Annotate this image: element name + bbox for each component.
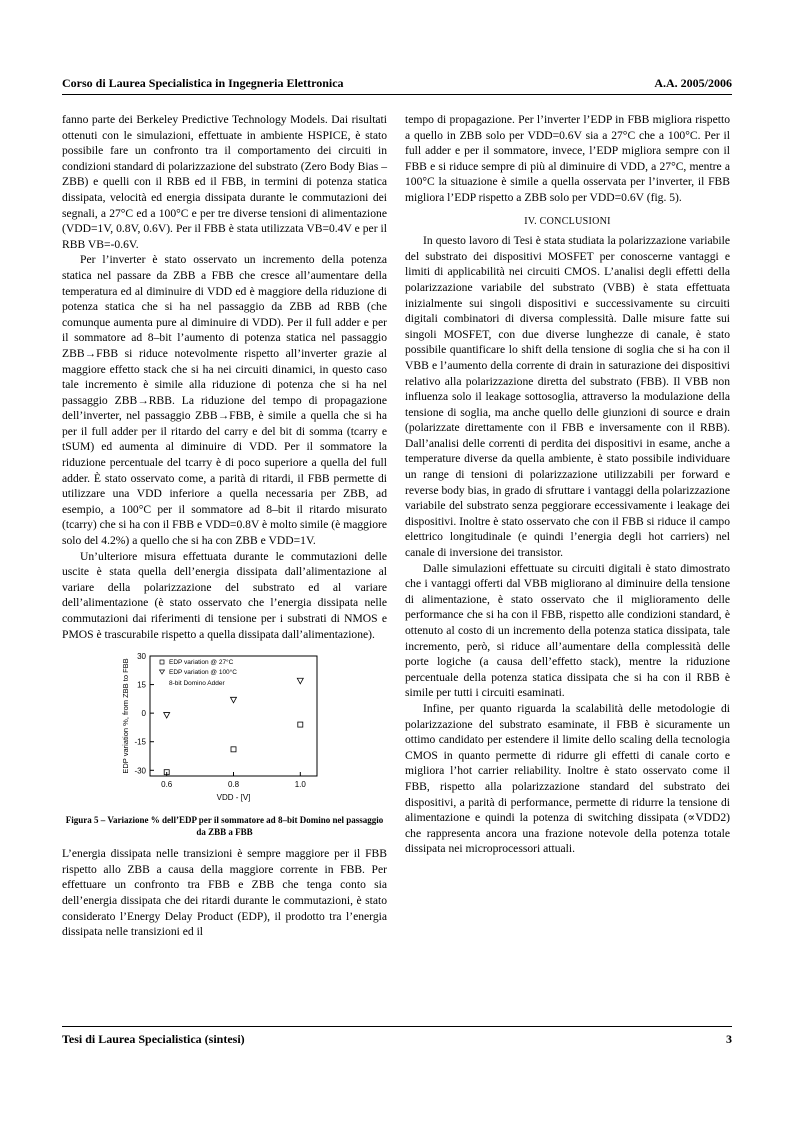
x-tick-label: 1.0	[294, 780, 306, 790]
right-column	[405, 112, 730, 857]
data-point-100c	[164, 713, 170, 719]
y-tick-label: -30	[134, 766, 146, 776]
legend-marker-100c	[160, 670, 165, 674]
right-paragraph-3: Dalle simulazioni effettuate su circuiti digitali è stato dimostrato che i vantaggi offerti dal VBB migliorano al diminuire della tensione di alimentazione, è stato osservato che il miglioramento delle performance che si ha con il FBB, rispetto alle condizioni standard, è ottenuto al costo di un incremento della potenza statica dissipata, tale incremento, però, si riduce all’aumentare della complessità delle porte logiche (a causa dell’effetto stack), mentre la riduzione percentuale della potenza statica dissipata che si ha con il RBB è simile per tutti i circuiti esaminati.	[405, 561, 730, 700]
right-paragraph-1: tempo di propagazione. Per l’inverter l’EDP in FBB migliora rispetto a quello in ZBB solo per VDD=0.6V sia a 27°C che a 100°C. Per il full adder e per il sommatore, invece, l’EDP migliora sempre con il FBB e si riduce sempre di più al diminuire di VDD, a 27°C, mentre a 100°C la situazione è simile a quella osservata per l’inverter, il FBB migliora l’EDP rispetto a ZBB solo per VDD=0.6V (fig. 5).	[405, 113, 730, 204]
y-tick-label: 30	[137, 652, 146, 662]
page-number: 3	[726, 1032, 732, 1046]
y-tick-label: 0	[141, 709, 146, 719]
running-footer	[62, 1032, 732, 1047]
legend-entry: EDP variation @ 27°C	[169, 659, 234, 667]
legend-entry: EDP variation @ 100°C	[169, 669, 237, 677]
data-point-27c	[298, 722, 303, 727]
y-axis-label: EDP variation %, from ZBB to FBB	[121, 658, 130, 774]
footer-title: Tesi di Laurea Specialistica (sintesi)	[62, 1032, 245, 1046]
x-tick-label: 0.6	[161, 780, 173, 790]
header-year: A.A. 2005/2006	[654, 76, 732, 90]
x-tick-label: 0.8	[227, 780, 240, 790]
left-paragraph-2: Per l’inverter è stato osservato un incremento della potenza statica nel passare da ZBB a FBB che cresce all’aumentare della temperatura ed al diminuire di VDD ed è maggiore della riduzione di potenza statica che si ha nel passaggio da ZBB ad RBB (che comunque aumenta pure al diminuire di VDD). Per il full adder e per il sommatore ad 8–bit l’aumento di potenza statica nel passaggio ZBB→FBB si riduce notevolmente rispetto all’inverter grazie al maggiore effetto stack che si ha nei circuiti dinamici, in questo caso tale incremento è simile alla riduzione di potenza che si ha nel passaggio ZBB→RBB. La riduzione del tempo di propagazione dell’inverter, nel passaggio ZBB→FBB, è simile a quella che si ha per il full adder per il ritardo del carry e del bit di somma (tcarry e tSUM) ed aumenta al diminuire di VDD. Per il sommatore la riduzione percentuale del tcarry è di poco superiore a quella del full adder. È stato osservato come, a parità di ritardi, il FBB permette di utilizzare una VDD inferiore a quella necessaria per ZBB, ad esempio, a 100°C per il sommatore ad 8–bit il ritardo misurato (tcarry) che si ha con il FBB e VDD=0.8V è molto simile (è maggiore solo del 4.2%) a quello che si ha con ZBB e VDD=1V.	[62, 253, 387, 548]
data-point-100c	[297, 678, 303, 684]
data-point-100c	[231, 697, 237, 703]
header-rule	[62, 94, 732, 95]
x-axis-label: VDD - [V]	[216, 793, 251, 803]
right-paragraph-2: In questo lavoro di Tesi è stata studiata la polarizzazione variabile del substrato dei dispositivi MOSFET per conoscerne vantaggi e limiti di applicabilità nei circuiti CMOS. L’analisi degli effetti della polarizzazione variabile del substrato (VBB) è stata effettuata inizialmente sui singoli dispositivi e successivamente su circuiti digitali combinatori di diversa complessità. Dalle misure fatte sui singoli MOSFET, con due diverse lunghezze di canale, è stato possibile quantificare lo shift della tensione di soglia che si ha con il VBB e l’aumento della corrente di drain in saturazione dei dispositivi relativo alla polarizzazione diretta del substrato (FBB). Il VBB non influenza solo il leakage sottosoglia, attraverso la modulazione della tensione di soglia, ma anche quello delle giunzioni di source e drain (polarizzate direttamente con il FBB e inversamente con il RBB). Dall’analisi delle correnti di perdita dei dispositivi in esame, anche a temperature diverse da quella ambiente, è stato possibile individuare un range di tensioni di polarizzazione utilizzabili per forward e reverse body bias, in grado di sfruttare i vantaggi della polarizzazione variabile del substrato senza peggiorare eccessivamente i leakage dei dispositivi. Inoltre è stato osservato che con il FBB si riduce il campo elettrico longitudinale (e quindi l’energia degli hot carriers) nel canale di inversione dei transistor.	[405, 234, 730, 560]
left-paragraph-1: fanno parte dei Berkeley Predictive Technology Models. Dai risultati ottenuti con le simulazioni, effettuate in ambiente HSPICE, è stato possibile fare un confronto tra il comportamento dei circuiti in condizioni standard di polarizzazione del substrato (Zero Body Bias – ZBB) e quelli con il RBB ed il FBB, in termini di potenza statica dissipata, velocità ed energia dissipata durante le commutazioni dei segnali, a 27°C ed a 100°C e per tre diverse tensioni di alimentazione (VDD=1V, 0.8V, 0.6V). Per il FBB è stata utilizzata VB=0.4V e per il RBB VB=-0.6V.	[62, 113, 387, 251]
left-column	[62, 112, 387, 940]
y-tick-label: 15	[137, 680, 146, 690]
left-paragraph-4: L’energia dissipata nelle transizioni è sempre maggiore per il FBB rispetto allo ZBB a causa della maggiore corrente in FBB. Per effettuare un confronto tra FBB e ZBB che tenga conto sia dell’energia dissipata che dei ritardi durante le commutazioni, è stato considerato l’Energy Delay Product (EDP), il prodotto tra l’energia dissipata nelle transizioni ed il	[62, 847, 387, 939]
left-paragraph-3: Un’ulteriore misura effettuata durante le commutazioni delle uscite è stata quella dell’energia dissipata dall’alimentazione al variare della polarizzazione del substrato ed al variare dell’alimentazione (è stato osservato che l’energia dissipata nelle commutazioni dai riferimenti di tensione per i substrati di NMOS e PMOS è trascurabile rispetto a quella dissipata dall’alimentazione).	[62, 549, 387, 641]
y-tick-label: -15	[134, 737, 146, 747]
figure-5	[62, 648, 387, 808]
figure-caption: Figura 5 – Variazione % dell’EDP per il sommatore ad 8–bit Domino nel passaggio da ZBB a FBB	[65, 815, 384, 838]
section-heading: IV. CONCLUSIONI	[524, 215, 611, 227]
legend-marker-27c	[160, 660, 164, 664]
right-paragraph-4: Infine, per quanto riguarda la scalabilità delle metodologie di polarizzazione del substrato esaminate, il FBB è sicuramente un ottimo candidato per estendere il limite dello scaling della tecnologia CMOS in quanto permette di ridurre gli effetti di canale corto e migliora l’hot carrier reliability. Inoltre è stato osservato come il FBB, rispetto alla polarizzazione standard del substrato dei dispositivi, a parità di performance, permette di ridurre la tensione di alimentazione e quindi la potenza di switching dissipata (∝VDD2) che rappresenta ancora una frazione notevole della potenza totale dissipata nei microprocessori attuali.	[405, 701, 730, 856]
edp-chart	[62, 648, 387, 808]
header-course: Corso di Laurea Specialistica in Ingegneria Elettronica	[62, 76, 344, 90]
running-header	[62, 76, 732, 91]
legend-title: 8-bit Domino Adder	[169, 680, 225, 688]
footer-rule	[62, 1026, 732, 1027]
data-point-27c	[231, 747, 236, 752]
